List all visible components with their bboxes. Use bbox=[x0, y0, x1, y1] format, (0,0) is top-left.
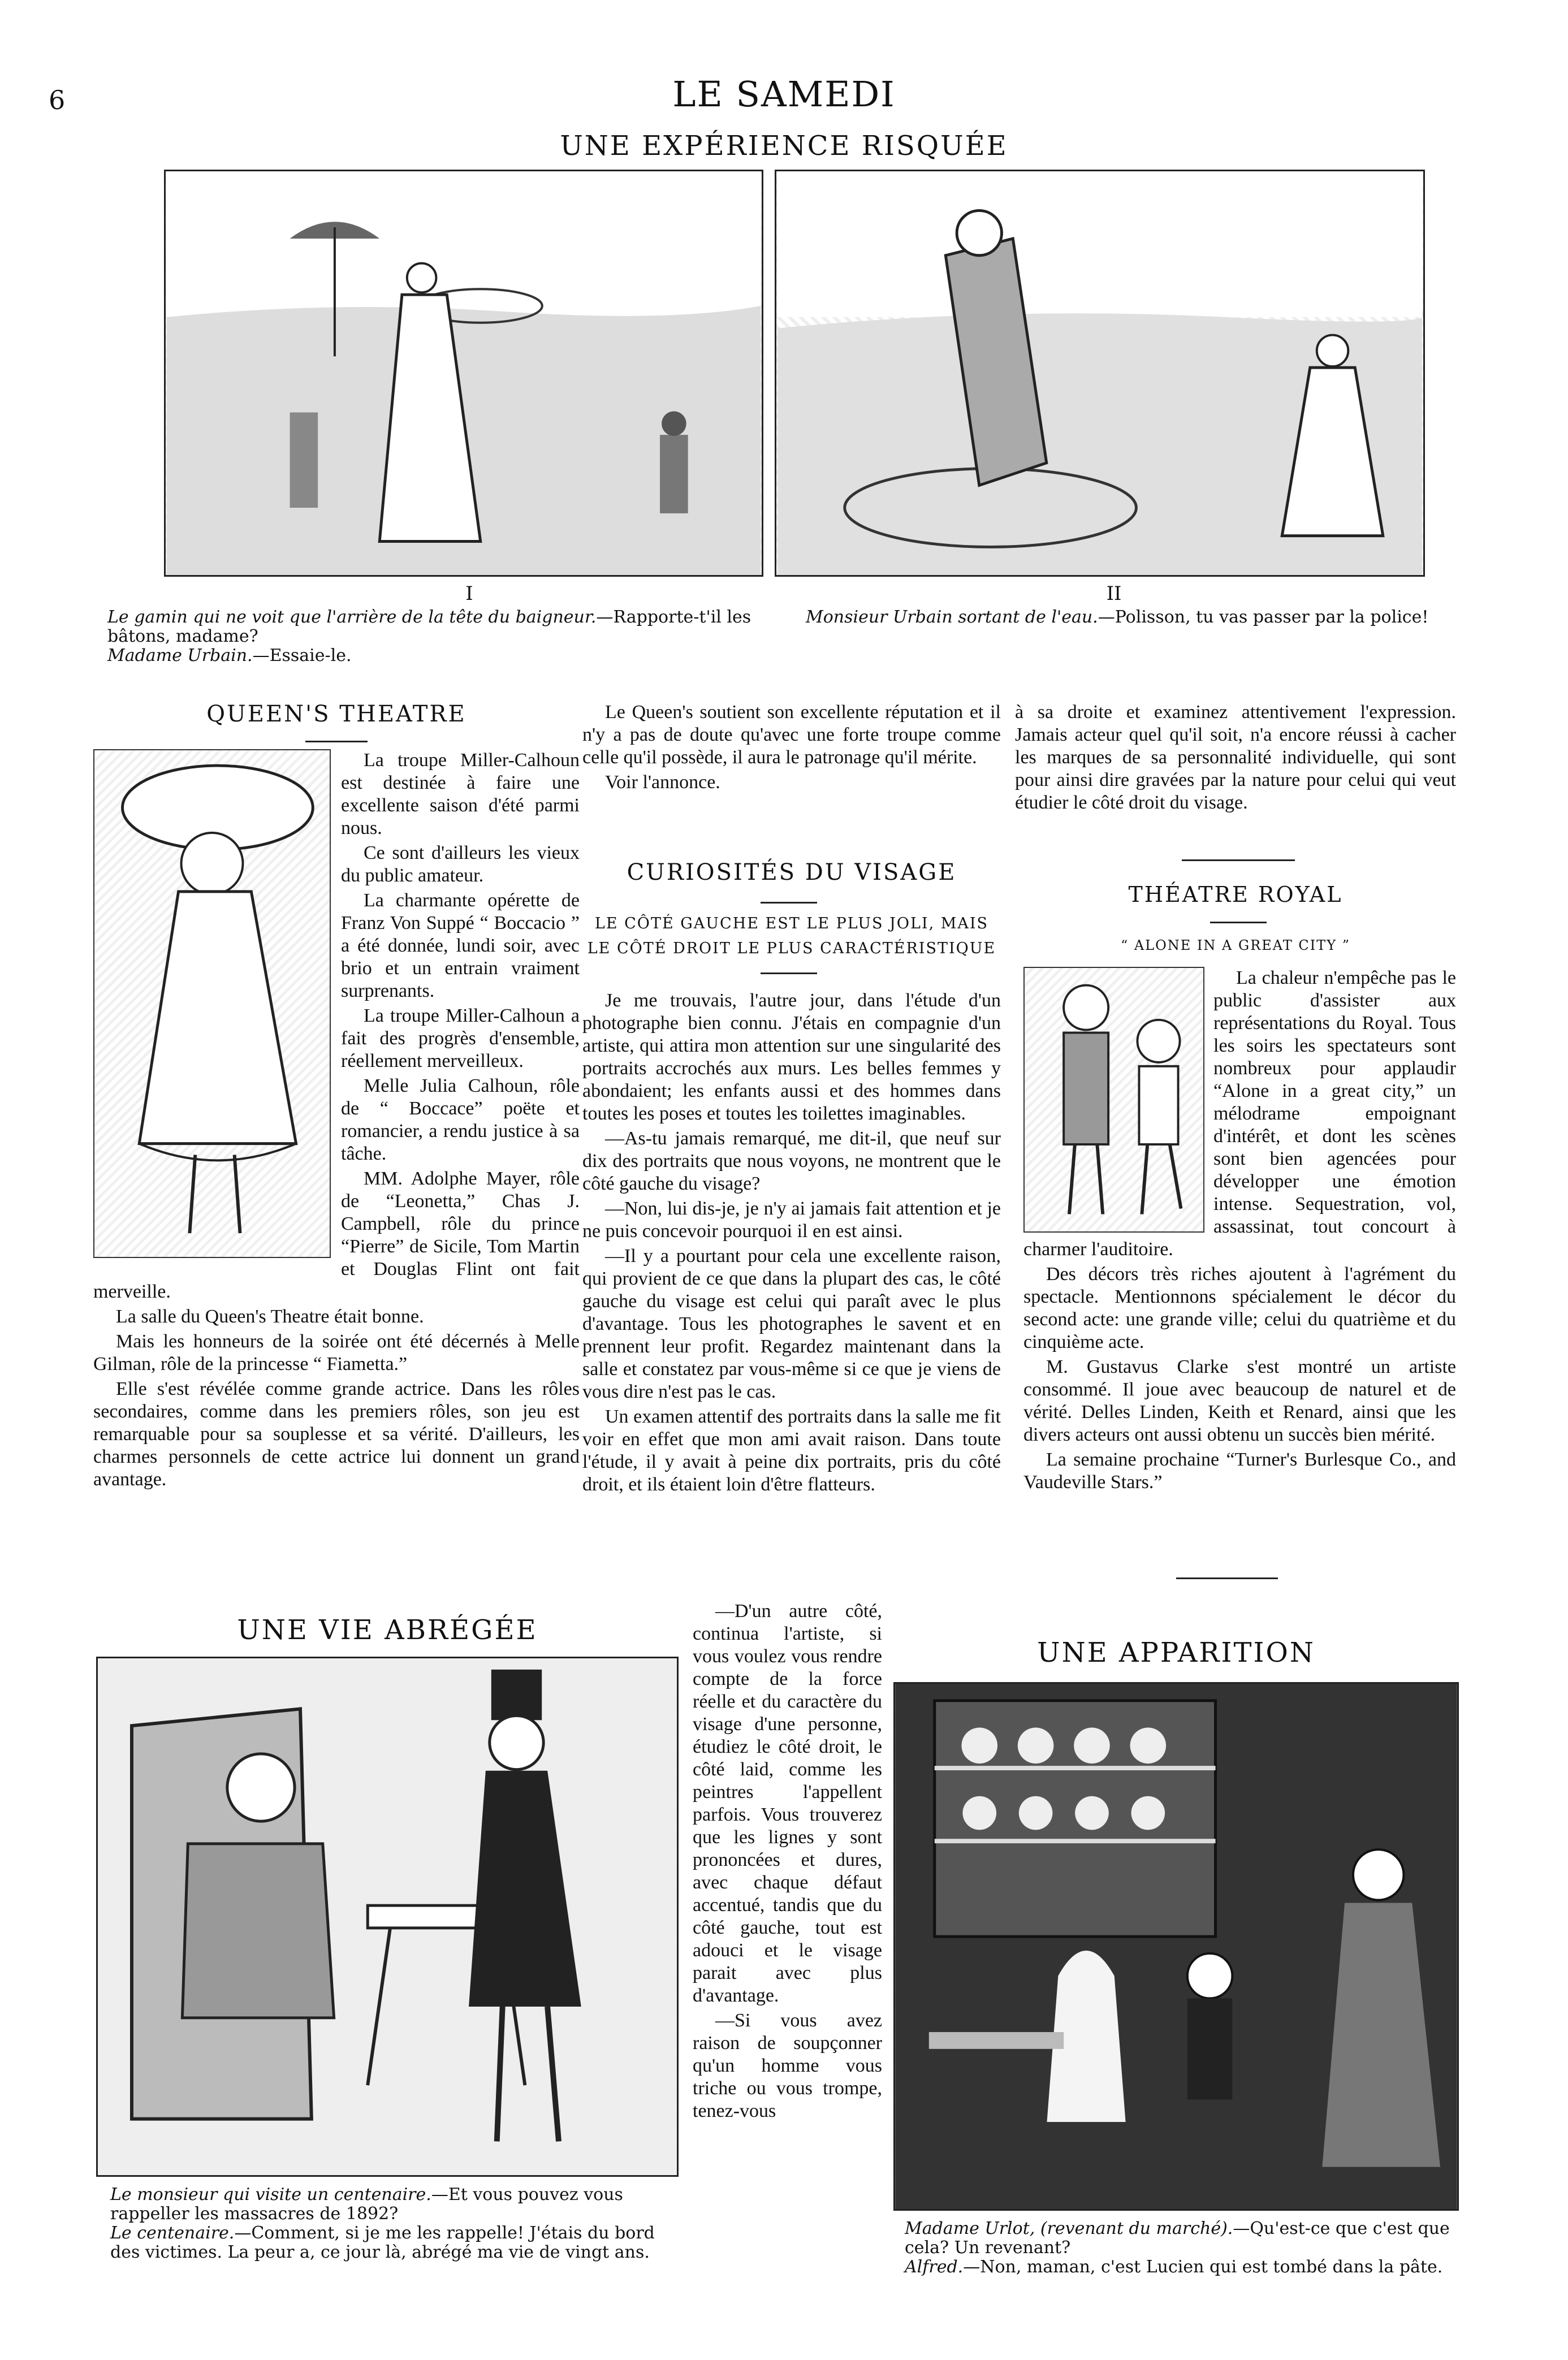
curiosites-right-p1: à sa droite et examinez attentivement l'expression. Jamais acteur quel qu'il soit, n'a encore réussi à cacher les marques de sa personnalité individuelle, qui sont pour ainsi dire gravées par la nature pour celui qui veut étudier le côté droit du visage. bbox=[1015, 702, 1456, 813]
curiosites-subtitle: LE CÔTÉ GAUCHE EST LE PLUS JOLI, MAIS LE CÔTÉ DROIT LE PLUS CARACTÉRISTIQUE bbox=[587, 915, 996, 957]
apparition-illustration bbox=[893, 1682, 1459, 2211]
app-caption1-speaker: Madame Urlot, (revenant du marché). bbox=[905, 2219, 1233, 2238]
vie-caption1-speaker: Le monsieur qui visite un centenaire. bbox=[110, 2185, 431, 2205]
royal-p2: Des décors très riches ajoutent à l'agrément du spectacle. Mentionnons spécialement le décor du second acte: une grande ville; celui du quatrième et du cinquième acte. bbox=[1023, 1264, 1456, 1352]
panel1-numeral: I bbox=[465, 582, 473, 605]
royal-p3: M. Gustavus Clarke s'est montré un artiste consommé. Il joue avec beaucoup de naturel et de vérité. Delles Linden, Keith et Renard, ainsi que les divers acteurs ont aussi obtenu un succès bien mérité. bbox=[1023, 1356, 1456, 1445]
queens-p8: Mais les honneurs de la soirée ont été décernés à Melle Gilman, rôle de la princesse “ Fiametta.” bbox=[93, 1331, 580, 1374]
vie-caption2-text: —Comment, si je me les rappelle! J'étais du bord des victimes. La peur a, ce jour là, abrégé ma vie de vingt ans. bbox=[110, 2223, 655, 2262]
beach-scene-2-icon bbox=[776, 171, 1423, 575]
ghost-kitchen-scene-icon bbox=[895, 1684, 1457, 2209]
curiosites-title: CURIOSITÉS DU VISAGE bbox=[627, 859, 957, 885]
caption1-text: —Rapporte-t'il les bâtons, madame? bbox=[107, 607, 751, 646]
vie-caption2-speaker: Le centenaire. bbox=[110, 2223, 235, 2243]
queens-theatre-article bbox=[93, 749, 580, 1592]
queens-theatre-title: QUEEN'S THEATRE bbox=[206, 701, 466, 727]
actress-illustration bbox=[93, 749, 331, 1258]
beach-illustration-2 bbox=[775, 170, 1425, 577]
queens-cont-p1: Le Queen's soutient son excellente réputation et il n'y a pas de doute qu'avec une forte troupe comme celle qu'il possède, il aura le patronage qu'il mérite. bbox=[582, 702, 1001, 768]
queens-continuation bbox=[582, 701, 1001, 796]
curiosites-p2: —As-tu jamais remarqué, me dit-il, que neuf sur dix des portraits que nous voyons, ne montrent que le côté gauche du visage? bbox=[582, 1128, 1001, 1194]
vie-abregee-caption bbox=[110, 2185, 681, 2262]
caption2-speaker: Monsieur Urbain sortant de l'eau. bbox=[806, 607, 1098, 627]
centenarian-scene-icon bbox=[98, 1658, 677, 2175]
top-caption-2 bbox=[806, 608, 1439, 627]
curiosites-right-continuation bbox=[1015, 701, 1456, 816]
queens-p6: MM. Adolphe Mayer, rôle de “Leonetta,” Chas J. Campbell, rôle du prince “Pierre” de Sicile, Tom Martin et Douglas Flint ont fait merveille. bbox=[93, 1168, 580, 1302]
journal-title: LE SAMEDI bbox=[672, 74, 896, 115]
theatre-royal-title: THÉATRE ROYAL bbox=[1128, 882, 1343, 907]
curiosites-cont-p2: —Si vous avez raison de soupçonner qu'un homme vous triche ou vous trompe, tenez-vous bbox=[693, 2010, 882, 2121]
curiosites-p3: —Non, lui dis-je, je n'y ai jamais fait attention et je ne puis concevoir pourquoi il en est ainsi. bbox=[582, 1198, 1001, 1242]
queens-rule bbox=[305, 741, 368, 742]
queens-p3: La charmante opérette de Franz Von Suppé “ Boccacio ” a été donnée, lundi soir, avec brio et un entrain vraiment surprenants. bbox=[341, 890, 580, 1001]
queens-p2: Ce sont d'ailleurs les vieux du public amateur. bbox=[341, 842, 580, 886]
queens-p9: Elle s'est révélée comme grande actrice. Dans les rôles secondaires, comme dans les premiers rôles, son jeu est remarquable pour sa souplesse et sa vérité. D'ailleurs, les charmes personnels de cette actrice lui donnent un grand avantage. bbox=[93, 1378, 580, 1490]
caption1-speaker: Le gamin qui ne voit que l'arrière de la tête du baigneur. bbox=[107, 607, 597, 627]
royal-end-rule bbox=[1176, 1577, 1278, 1579]
top-caption-1 bbox=[107, 608, 775, 665]
royal-p1: La chaleur n'empêche pas le public d'assister aux représentations du Royal. Tous les soirs les spectateurs sont nombreux pour applaudir “Alone in a great city,” un mélodrame empoignant d'intérêt, et dont les scènes sont bien agencées pour développer une émotion intense. Sequestration, vol, assassinat, tout concourt à charmer l'auditoire. bbox=[1023, 967, 1456, 1260]
top-story-title: UNE EXPÉRIENCE RISQUÉE bbox=[560, 130, 1008, 162]
vie-caption1-text: —Et vous pouvez vous rappeller les massacres de 1892? bbox=[110, 2185, 623, 2224]
royal-p4: La semaine prochaine “Turner's Burlesque Co., and Vaudeville Stars.” bbox=[1023, 1449, 1456, 1493]
vie-abregee-title: UNE VIE ABRÉGÉE bbox=[237, 1614, 538, 1646]
curiosites-p4: —Il y a pourtant pour cela une excellente raison, qui provient de ce que dans la plupart des cas, le côté gauche du visage est celui qui paraît avec le plus d'avantage. Tous les photographes le savent et en prennent leur profit. Regardez maintenant dans la salle et constatez par vous-même si ce que je viens de vous dire n'est pas le cas. bbox=[582, 1246, 1001, 1402]
caption1-line2-speaker: Madame Urbain. bbox=[107, 646, 253, 665]
queens-cont-p2: Voir l'annonce. bbox=[605, 772, 720, 793]
page-number: 6 bbox=[49, 85, 66, 115]
panel2-numeral: II bbox=[1106, 582, 1122, 605]
theatre-royal-subtitle: “ ALONE IN A GREAT CITY ” bbox=[1120, 937, 1351, 953]
caption2-text: —Polisson, tu vas passer par la police! bbox=[1098, 607, 1429, 627]
curiosites-article bbox=[582, 989, 1001, 1594]
two-figures-icon bbox=[1025, 968, 1203, 1231]
column3-divider bbox=[1182, 859, 1295, 861]
app-caption1-text: —Qu'est-ce que c'est que cela? Un revenant? bbox=[905, 2219, 1450, 2258]
curiosites-p1: Je me trouvais, l'autre jour, dans l'étude d'un photographe bien connu. J'étais en compagnie d'un artiste, qui attira mon attention sur une singularité des portraits accrochés aux murs. Les belles femmes y abondaient; les enfants aussi et des hommes dans toutes les poses et toutes les toilettes imaginables. bbox=[582, 990, 1001, 1124]
app-caption2-text: —Non, maman, c'est Lucien qui est tombé dans la pâte. bbox=[963, 2257, 1443, 2277]
theatre-royal-article bbox=[1023, 967, 1456, 1572]
queens-p4: La troupe Miller-Calhoun a fait des progrès d'ensemble, réellement merveilleux. bbox=[341, 1005, 580, 1071]
queens-p7: La salle du Queen's Theatre était bonne. bbox=[116, 1306, 424, 1327]
curiosites-rule-2 bbox=[761, 972, 817, 974]
beach-scene-1-icon bbox=[166, 171, 762, 575]
app-caption2-speaker: Alfred. bbox=[905, 2257, 964, 2277]
beach-illustration-1 bbox=[164, 170, 763, 577]
curiosites-p5: Un examen attentif des portraits dans la salle me fit voir en effet que mon ami avait raison. Dans toute l'étude, il y avait à peine dix portraits, pris du côté droit, et ils étaient loin d'être flatteurs. bbox=[582, 1406, 1001, 1495]
actress-figure-icon bbox=[94, 750, 330, 1257]
vie-abregee-illustration bbox=[96, 1657, 679, 2177]
curiosites-rule-1 bbox=[761, 902, 817, 904]
curiosites-cont-p1: —D'un autre côté, continua l'artiste, si vous voulez vous rendre compte de la force réelle et du caractère du visage d'une personne, étudiez le côté droit, le côté laid, comme les peintres l'appellent parfois. Vous trouverez que les lignes y sont prononcées et dures, avec chaque défaut accentué, tandis que du côté gauche, tout est adouci et le visage parait avec plus d'avantage. bbox=[693, 1601, 882, 2006]
queens-p5: Melle Julia Calhoun, rôle de “ Boccace” poëte et romancier, a rendu justice à sa tâche. bbox=[341, 1075, 580, 1164]
apparition-caption bbox=[905, 2219, 1470, 2277]
curiosites-continuation bbox=[693, 1600, 882, 2279]
caption1-line2-text: —Essaie-le. bbox=[252, 646, 352, 665]
royal-rule bbox=[1210, 922, 1267, 923]
apparition-title: UNE APPARITION bbox=[1037, 1637, 1315, 1669]
royal-illustration bbox=[1023, 967, 1204, 1233]
queens-p1: La troupe Miller-Calhoun est destinée à faire une excellente saison d'été parmi nous. bbox=[341, 750, 580, 838]
